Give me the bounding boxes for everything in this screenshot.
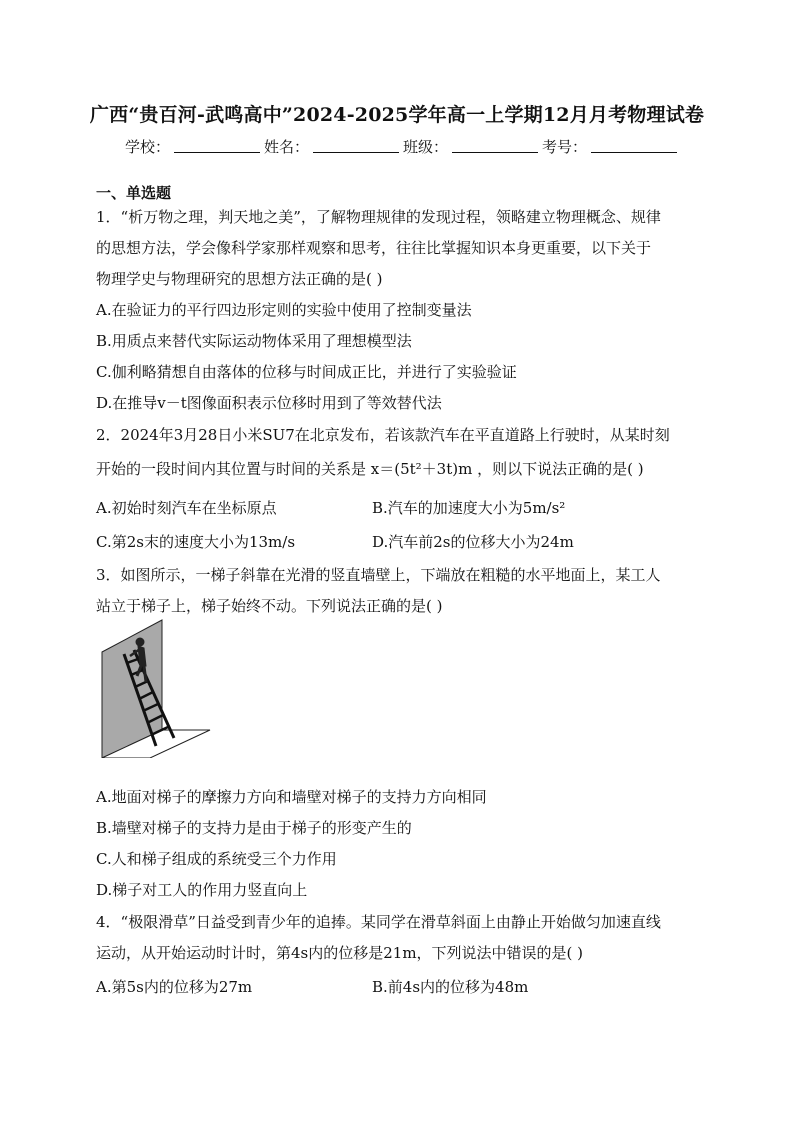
section-title: 一、单选题 [96,184,172,202]
q2-option-d: D.汽车前2s的位移大小为24m [372,533,574,551]
q2-stem-line1: 2．2024年3月28日小米SU7在北京发布，若该款汽车在平直道路上行驶时，从某时刻 [96,426,670,444]
q1-stem-line1: 1．“析万物之理，判天地之美”，了解物理规律的发现过程，领略建立物理概念、规律 [96,208,661,226]
class-blank [452,136,538,153]
q1-option-c: C.伽利略猜想自由落体的位移与时间成正比，并进行了实验验证 [96,363,517,381]
class-label: 班级： [403,138,449,156]
q1-option-d: D.在推导v－t图像面积表示位移时用到了等效替代法 [96,394,442,412]
q3-option-d: D.梯子对工人的作用力竖直向上 [96,881,308,899]
ladder-figure [100,618,212,758]
exam-title: 广西“贵百河-武鸣高中”2024-2025学年高一上学期12月月考物理试卷 [89,104,705,126]
exam-number-label: 考号： [542,138,588,156]
q2-option-c: C.第2s末的速度大小为13m/s [96,533,296,551]
name-label: 姓名： [264,138,310,156]
q3-stem-line2: 站立于梯子上，梯子始终不动。下列说法正确的是( ) [96,597,443,615]
q3-option-b: B.墙壁对梯子的支持力是由于梯子的形变产生的 [96,819,412,837]
q2-stem-line2: 开始的一段时间内其位置与时间的关系是 x＝(5t²＋3t)m ，则以下说法正确的是( ) [96,460,644,478]
q4-option-a: A.第5s内的位移为27m [96,978,253,996]
q1-stem-line2: 的思想方法，学会像科学家那样观察和思考，往往比掌握知识本身更重要，以下关于 [96,239,652,257]
q2-option-b: B.汽车的加速度大小为5m/s² [372,499,566,517]
name-blank [313,136,399,153]
q3-option-c: C.人和梯子组成的系统受三个力作用 [96,850,337,868]
student-info-row [125,136,681,157]
exam-number-blank [591,136,677,153]
q4-stem-line1: 4．“极限滑草”日益受到青少年的追捧。某同学在滑草斜面上由静止开始做匀加速直线 [96,913,661,931]
school-label: 学校： [125,138,171,156]
q1-stem-line3: 物理学史与物理研究的思想方法正确的是( ) [96,270,383,288]
q3-stem-line1: 3．如图所示，一梯子斜靠在光滑的竖直墙壁上，下端放在粗糙的水平地面上，某工人 [96,566,661,584]
school-blank [174,136,260,153]
q4-option-b: B.前4s内的位移为48m [372,978,529,996]
q2-option-a: A.初始时刻汽车在坐标原点 [96,499,277,517]
q4-stem-line2: 运动，从开始运动时计时，第4s内的位移是21m，下列说法中错误的是( ) [96,944,584,962]
q1-option-b: B.用质点来替代实际运动物体采用了理想模型法 [96,332,412,350]
q1-option-a: A.在验证力的平行四边形定则的实验中使用了控制变量法 [96,301,472,319]
q3-option-a: A.地面对梯子的摩擦力方向和墙壁对梯子的支持力方向相同 [96,788,487,806]
